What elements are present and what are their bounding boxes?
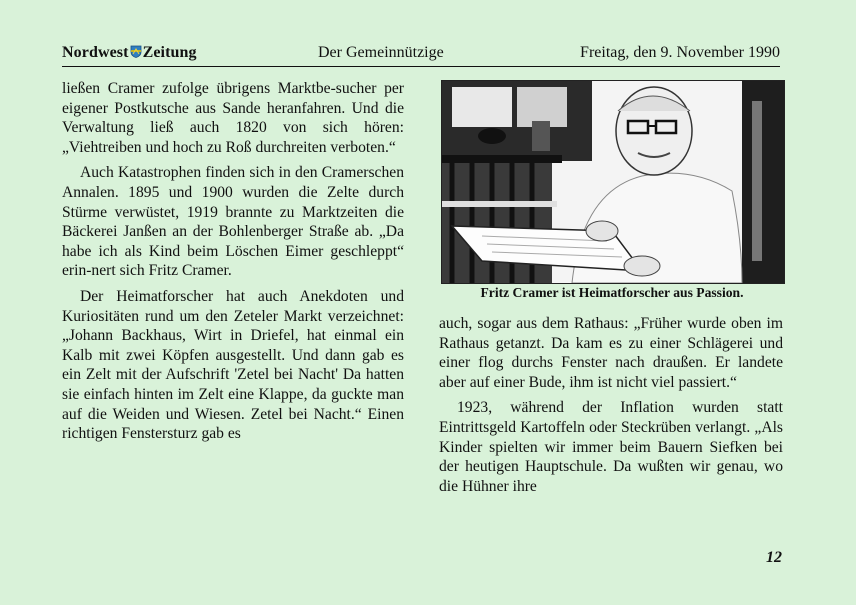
article-photo — [441, 80, 785, 284]
section-title: Der Gemeinnützige — [318, 44, 444, 61]
newspaper-name — [62, 44, 197, 62]
article-paragraph: auch, sogar aus dem Rathaus: „Früher wurde oben im Rathaus getanzt. Da kam es zu einer Schlägerei und einer flog durchs Fenster nach draußen. Er landete aber auf einer Bude, ihm ist nicht viel passiert.“ — [439, 315, 783, 391]
article-paragraph: Auch Katastrophen finden sich in den Cramerschen Annalen. 1895 und 1900 wurden die Zelte durch Stürme verwüstet, 1919 brannte zu Marktzeiten die Bäckerei Janßen an der Bohlenberger Straße ab. „Da habe ich als Kind beim Löschen Eimer geschleppt“ erin-nert sich Fritz Cramer. — [62, 164, 404, 280]
page-header — [62, 42, 780, 67]
issue-date: Freitag, den 9. November 1990 — [580, 44, 780, 61]
newspaper-name-part1: Nordwest — [62, 44, 129, 61]
page-number: 12 — [766, 549, 782, 566]
newspaper-name-part2: Zeitung — [142, 44, 197, 61]
article-column-left — [62, 79, 404, 444]
photo-caption: Fritz Cramer ist Heimatforscher aus Passion. — [480, 285, 744, 300]
article-paragraph: 1923, während der Inflation wurden statt Eintrittsgeld Kartoffeln oder Steckrüben verlangt. „Als Kinder spielten wir immer beim Bauern Siefken bei der heutigen Hauptschule. Da wußten wir genau, wo die Hühner ihre — [439, 399, 783, 495]
article-paragraph: ließen Cramer zufolge übrigens Marktbe-sucher per eigener Postkutsche aus Sande heranfahren. Und die Verwaltung ließ auch 1820 von sich hören: „Viehtreiben und hoch zu Roß durchreiten verboten.“ — [62, 80, 404, 156]
crest-icon — [130, 45, 142, 58]
article-paragraph: Der Heimatforscher hat auch Anekdoten und Kuriositäten rund um den Zeteler Markt verzeichnet: „Johann Backhaus, Wirt in Driefel, hat einmal ein Kalb mit zwei Köpfen ausgestellt. Und dann gab es ein Zelt mit der Aufschrift 'Zetel bei Nacht' Da hatten sie einfach hinten im Zelt eine Klappe, da guckte man auf die Weiden und Wiesen. Zetel bei Nacht.“ Einen richtigen Fenstersturz gab es — [62, 287, 404, 443]
article-column-right — [439, 314, 783, 496]
portrait-photo-image — [442, 81, 784, 283]
